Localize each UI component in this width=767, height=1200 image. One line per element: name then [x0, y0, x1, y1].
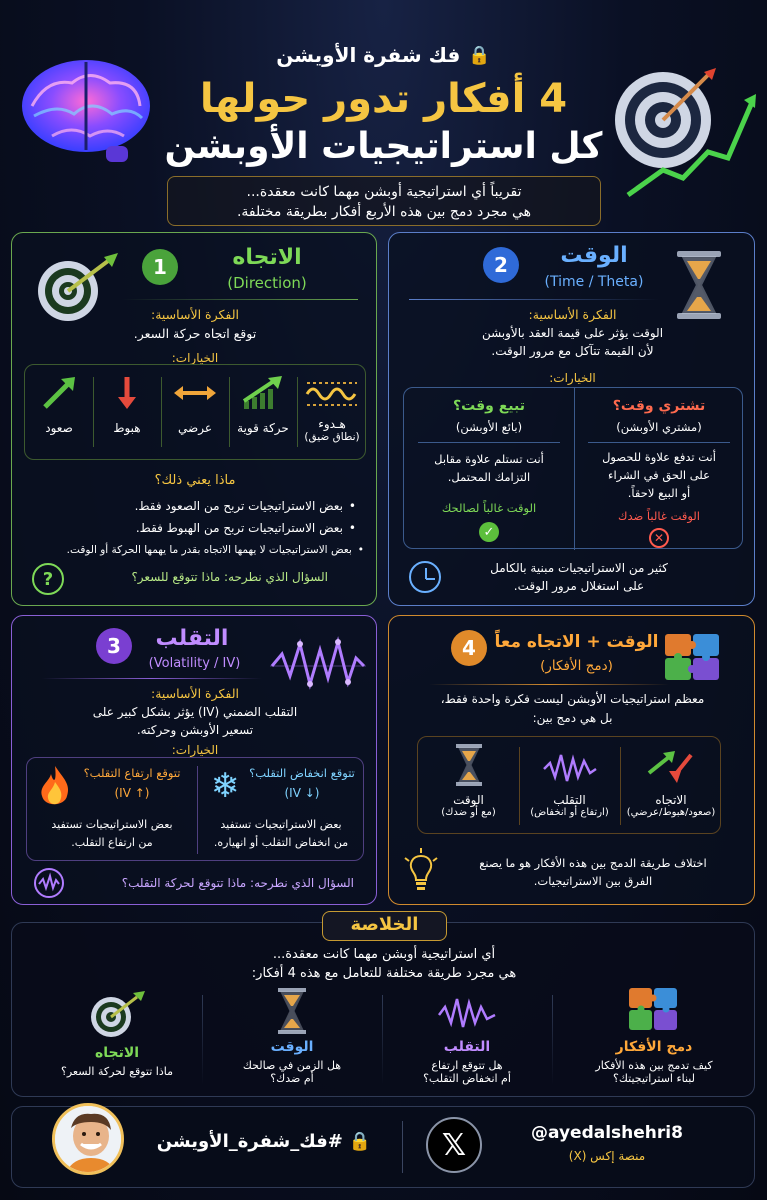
- core-text: توقع اتجاه حركة السعر.: [133, 326, 257, 341]
- bullet-text: بعض الاستراتيجيات لا يهمها الاتجاه بقدر ما يهمها الحركة أو الوقت.: [66, 544, 352, 556]
- combine-sublabel: (ارتفاع أو انخفاض): [530, 807, 609, 818]
- clock-icon: [409, 561, 441, 593]
- summary-question: ماذا تتوقع لحركة السعر؟: [61, 1065, 173, 1078]
- card-subtitle: (Volatility / IV): [148, 656, 241, 671]
- option-label: صعود: [45, 421, 73, 435]
- volatility-wave-icon: [437, 995, 497, 1031]
- summary-item-time: [217, 987, 367, 1085]
- direction-options: [24, 364, 366, 460]
- summary-question-2: لبناء استراتيجيتك؟: [613, 1072, 695, 1085]
- time-options: [403, 387, 743, 549]
- options-label: الخيارات:: [171, 351, 219, 365]
- time-footer-line2: على استغلال مرور الوقت.: [513, 579, 645, 593]
- puzzle-icon: [661, 630, 725, 686]
- buy-time-verdict: الوقت غالباً ضدك: [617, 509, 701, 523]
- main-title-line2: كل استراتيجيات الأوبشن: [164, 126, 603, 167]
- time-footer-line1: كثير من الاستراتيجيات مبنية بالكامل: [490, 561, 668, 575]
- volatility-wave-icon: [270, 636, 366, 692]
- combine-item-direction: [620, 749, 722, 818]
- strong-growth-icon: [240, 375, 286, 411]
- summary-label: الاتجاه: [94, 1045, 140, 1061]
- options-label: الخيارات:: [549, 371, 596, 385]
- x-mark-icon: ✕: [649, 528, 669, 548]
- puzzle-icon: [626, 985, 682, 1035]
- option-sublabel: (نطاق ضيق): [304, 431, 360, 443]
- volatility-options: [26, 757, 364, 861]
- lightbulb-icon: [403, 848, 439, 892]
- summary-question-1: هل الزمن في صالحك: [242, 1059, 342, 1072]
- target-icon: [87, 987, 147, 1039]
- question-icon: ?: [32, 563, 64, 595]
- core-line2: تسعير الأوبشن وحركته.: [136, 723, 254, 737]
- intro-box: [167, 176, 601, 226]
- option-sideways: [161, 375, 229, 435]
- combine-footer1: اختلاف طريقة الدمج بين هذه الأفكار هو ما يصنع: [479, 856, 707, 870]
- sell-time-title: تبيع وقت؟: [453, 398, 525, 414]
- bullet-text: بعض الاستراتيجيات تربح من الصعود فقط.: [134, 499, 343, 513]
- wave-circle-icon: [34, 868, 64, 898]
- intro-line2: هي مجرد دمج بين هذه الأربع أفكار بطريقة مختلفة.: [236, 204, 532, 220]
- summary-section: [11, 914, 755, 1097]
- vol-down-text1: بعض الاستراتيجيات تستفيد: [220, 818, 342, 831]
- card-number-badge: 1: [142, 249, 178, 285]
- option-label: هبوط: [113, 421, 141, 435]
- combine-sublabel: (صعود/هبوط/عرضي): [626, 807, 716, 818]
- wave-icon: [305, 375, 359, 411]
- vol-down-sub: (IV ↓): [284, 786, 320, 800]
- lock-icon: 🔒: [468, 44, 491, 66]
- card-title: التقلب: [155, 626, 229, 651]
- card-volatility: [11, 615, 377, 905]
- footer-bar: [11, 1106, 755, 1188]
- summary-item-volatility: [397, 995, 537, 1085]
- up-down-arrows-icon: [645, 749, 697, 787]
- volatility-question: السؤال الذي نطرحه: ماذا تتوقع لحركة التقلب؟: [121, 876, 354, 890]
- buy-time-text1: أنت تدفع علاوة للحصول: [602, 450, 716, 464]
- lock-icon: 🔒: [348, 1131, 372, 1152]
- arrow-down-icon: [107, 375, 147, 411]
- card-direction: [11, 232, 377, 606]
- option-calm: [297, 375, 367, 443]
- avatar[interactable]: [52, 1103, 124, 1175]
- summary-line1: أي استراتيجية أوبشن مهما كانت معقدة...: [272, 947, 496, 962]
- meaning-bullets: • بعض الاستراتيجيات تربح من الصعود فقط. • بعض الاستراتيجيات تربح من الهبوط فقط. • بعض الاستراتيجيات لا يهمها الاتجاه بقدر ما يهمها الحركة أو الوقت.: [24, 495, 364, 561]
- vol-up-sub: (IV ↑): [114, 786, 150, 800]
- meaning-label: ماذا يعني ذلك؟: [154, 473, 236, 488]
- main-title-line1: 4 أفكار تدور حولها: [199, 76, 568, 122]
- summary-label: دمج الأفكار: [615, 1039, 693, 1055]
- core-label: الفكرة الأساسية:: [151, 307, 239, 322]
- combine-label: الوقت: [453, 793, 484, 807]
- card-title: الوقت + الاتجاه معاً: [494, 632, 659, 652]
- options-label: الخيارات:: [171, 743, 219, 757]
- combine-sublabel: (مع أو ضدك): [441, 807, 496, 818]
- check-icon: ✓: [479, 522, 499, 542]
- sell-time-text1: أنت تستلم علاوة مقابل: [434, 452, 544, 466]
- bullet-text: بعض الاستراتيجيات تربح من الهبوط فقط.: [135, 521, 343, 535]
- arrow-up-icon: [39, 375, 79, 411]
- core-line2: لأن القيمة تتآكل مع مرور الوقت.: [491, 344, 654, 358]
- vol-up-title: تتوقع ارتفاع التقلب؟: [83, 766, 181, 780]
- sell-time-text2: التزامك المحتمل.: [447, 470, 531, 484]
- card-subtitle: (Time / Theta): [544, 274, 644, 290]
- card-number-badge: 4: [451, 630, 487, 666]
- summary-line2: هي مجرد طريقة مختلفة للتعامل مع هذه 4 أفكار:: [251, 966, 517, 981]
- buy-time-text3: أو البيع لاحقاً.: [627, 486, 691, 500]
- option-up: [25, 375, 93, 435]
- combine-intro2: بل هي دمج بين:: [532, 711, 613, 725]
- summary-title: الخلاصة: [322, 911, 447, 941]
- summary-question-2: أم ضدك؟: [270, 1072, 314, 1085]
- x-platform-label: منصة إكس (X): [568, 1149, 646, 1163]
- combine-footer2: الفرق بين الاستراتيجيات.: [533, 874, 653, 888]
- combine-item-time: [418, 743, 519, 818]
- hourglass-icon: [454, 743, 484, 787]
- hashtag[interactable]: #فك_شفرة_الأويشن: [156, 1131, 343, 1152]
- card-title: الوقت: [560, 243, 628, 268]
- core-label: الفكرة الأساسية:: [151, 686, 239, 701]
- option-label: عرضي: [178, 421, 212, 435]
- card-time: [388, 232, 755, 606]
- card-subtitle: (Direction): [227, 274, 307, 292]
- card-combine: [388, 615, 755, 905]
- target-growth-illustration: [608, 60, 758, 200]
- combine-intro1: معظم استراتيجيات الأوبشن ليست فكرة واحدة فقط،: [440, 692, 705, 706]
- sell-time-sub: (بائع الأوبشن): [455, 420, 523, 434]
- summary-question-2: أم انخفاض التقلب؟: [423, 1072, 511, 1085]
- summary-item-combine: [570, 985, 738, 1085]
- snowflake-icon: ❄: [210, 766, 240, 806]
- card-title: الاتجاه: [232, 245, 302, 270]
- sell-time-verdict: الوقت غالباً لصالحك: [441, 501, 537, 515]
- option-label: حركة قوية: [237, 421, 289, 435]
- summary-label: التقلب: [443, 1039, 491, 1055]
- card-number-badge: 3: [96, 628, 132, 664]
- buy-time-sub: (مشتري الأوبشن): [616, 420, 702, 434]
- summary-question-1: هل تتوقع ارتفاع: [431, 1059, 503, 1072]
- card-subtitle: (دمج الأفكار): [540, 658, 613, 674]
- combine-label: الاتجاه: [655, 793, 687, 807]
- buy-time-text2: على الحق في الشراء: [608, 468, 710, 482]
- summary-label: الوقت: [270, 1039, 314, 1055]
- combine-items: [417, 736, 721, 834]
- card-number-badge: 2: [483, 247, 519, 283]
- combine-item-volatility: [519, 751, 620, 818]
- combine-label: التقلب: [553, 793, 586, 807]
- buy-time-title: تشتري وقت؟: [612, 398, 706, 414]
- direction-question: السؤال الذي نطرحه: ماذا تتوقع للسعر؟: [131, 570, 328, 584]
- hourglass-icon: [276, 987, 308, 1035]
- option-label: هـدوء: [318, 417, 346, 431]
- summary-question-1: كيف تدمج بين هذه الأفكار: [595, 1059, 713, 1072]
- brain-illustration: [12, 48, 157, 168]
- vol-up-text1: بعض الاستراتيجيات تستفيد: [51, 818, 173, 831]
- option-strong-move: [229, 375, 297, 435]
- x-handle[interactable]: @ayedalshehri8: [531, 1123, 683, 1143]
- volatility-wave-icon: [542, 751, 598, 785]
- intro-line1: تقريباً أي استراتيجية أوبشن مهما كانت معقدة...: [246, 184, 522, 200]
- vol-down-title: تتوقع انخفاض التقلب؟: [249, 766, 355, 780]
- brand-title: فك شفرة الأويشن: [276, 43, 461, 67]
- core-line1: التقلب الضمني (IV) يؤثر بشكل كبير على: [92, 705, 298, 719]
- core-line1: الوقت يؤثر على قيمة العقد بالأوبشن: [481, 326, 664, 340]
- core-label: الفكرة الأساسية:: [528, 307, 617, 322]
- vol-down-text2: من انخفاض التقلب أو انهياره.: [213, 836, 349, 849]
- x-logo-icon[interactable]: 𝕏: [426, 1117, 482, 1173]
- option-down: [93, 375, 161, 435]
- summary-item-direction: [52, 987, 182, 1078]
- arrow-left-right-icon: [172, 375, 218, 411]
- vol-up-text2: من ارتفاع التقلب.: [71, 836, 153, 849]
